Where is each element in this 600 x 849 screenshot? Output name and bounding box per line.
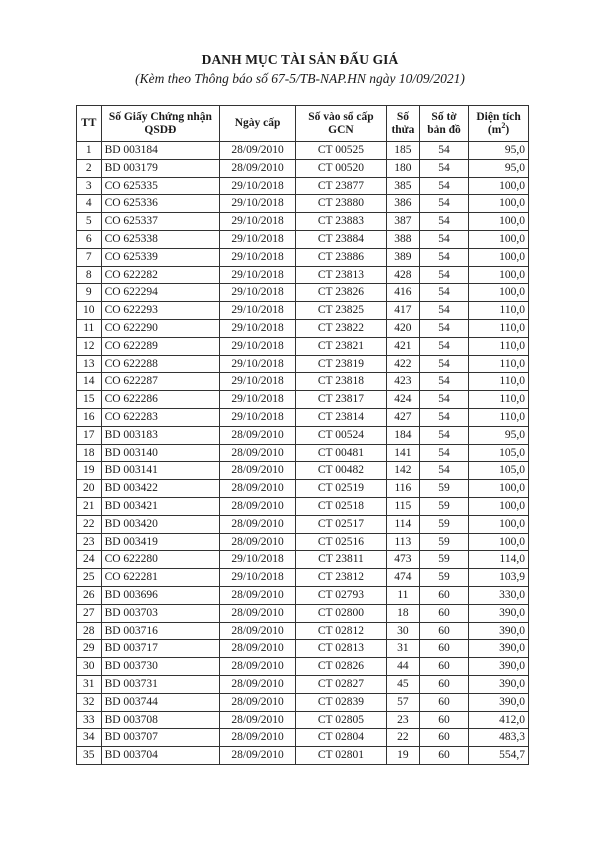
header-tt: TT: [77, 106, 102, 142]
cell-so-vao-so: CT 23822: [296, 319, 387, 337]
cell-ngay-cap: 29/10/2018: [220, 373, 296, 391]
cell-ngay-cap: 28/09/2010: [220, 515, 296, 533]
cell-so-giay: CO 625338: [101, 230, 220, 248]
cell-so-vao-so: CT 00520: [296, 159, 387, 177]
cell-so-giay: BD 003419: [101, 533, 220, 551]
header-so-to: Số tờ bản đồ: [419, 106, 468, 142]
table-row: [77, 747, 529, 765]
cell-tt: 2: [77, 159, 102, 177]
cell-so-to: 60: [419, 622, 468, 640]
cell-so-giay: BD 003420: [101, 515, 220, 533]
cell-so-vao-so: CT 02805: [296, 711, 387, 729]
cell-so-to: 54: [419, 337, 468, 355]
table-row: [77, 480, 529, 498]
cell-ngay-cap: 29/10/2018: [220, 569, 296, 587]
cell-dien-tich: 103,9: [469, 569, 529, 587]
cell-so-thua: 23: [386, 711, 419, 729]
cell-so-thua: 474: [386, 569, 419, 587]
cell-so-giay: BD 003731: [101, 675, 220, 693]
cell-ngay-cap: 29/10/2018: [220, 213, 296, 231]
header-so-thua: Số thửa: [386, 106, 419, 142]
header-dien-tich-unit-sup: 2: [501, 120, 506, 130]
cell-ngay-cap: 29/10/2018: [220, 408, 296, 426]
cell-tt: 18: [77, 444, 102, 462]
table-row: [77, 302, 529, 320]
cell-dien-tich: 412,0: [469, 711, 529, 729]
cell-ngay-cap: 28/09/2010: [220, 675, 296, 693]
cell-so-to: 54: [419, 195, 468, 213]
table-row: [77, 640, 529, 658]
table-row: [77, 230, 529, 248]
table-row: [77, 284, 529, 302]
cell-ngay-cap: 28/09/2010: [220, 622, 296, 640]
header-so-giay: Số Giấy Chứng nhận QSDĐ: [101, 106, 220, 142]
table-row: [77, 319, 529, 337]
cell-dien-tich: 100,0: [469, 533, 529, 551]
cell-tt: 28: [77, 622, 102, 640]
cell-tt: 35: [77, 747, 102, 765]
cell-tt: 21: [77, 497, 102, 515]
cell-so-to: 60: [419, 693, 468, 711]
cell-so-thua: 416: [386, 284, 419, 302]
cell-so-giay: CO 625336: [101, 195, 220, 213]
cell-dien-tich: 100,0: [469, 515, 529, 533]
cell-tt: 6: [77, 230, 102, 248]
cell-so-vao-so: CT 23819: [296, 355, 387, 373]
cell-so-thua: 142: [386, 462, 419, 480]
cell-tt: 9: [77, 284, 102, 302]
cell-dien-tich: 105,0: [469, 444, 529, 462]
cell-so-to: 60: [419, 586, 468, 604]
cell-so-giay: CO 622283: [101, 408, 220, 426]
cell-so-vao-so: CT 02801: [296, 747, 387, 765]
cell-so-vao-so: CT 02827: [296, 675, 387, 693]
cell-so-vao-so: CT 23812: [296, 569, 387, 587]
cell-so-vao-so: CT 23886: [296, 248, 387, 266]
cell-ngay-cap: 28/09/2010: [220, 142, 296, 160]
cell-dien-tich: 554,7: [469, 747, 529, 765]
cell-so-thua: 420: [386, 319, 419, 337]
cell-tt: 32: [77, 693, 102, 711]
cell-so-giay: BD 003717: [101, 640, 220, 658]
cell-so-giay: BD 003184: [101, 142, 220, 160]
cell-so-giay: CO 622290: [101, 319, 220, 337]
cell-tt: 10: [77, 302, 102, 320]
cell-dien-tich: 390,0: [469, 693, 529, 711]
cell-so-thua: 114: [386, 515, 419, 533]
cell-so-vao-so: CT 02826: [296, 658, 387, 676]
cell-ngay-cap: 28/09/2010: [220, 729, 296, 747]
cell-so-vao-so: CT 02800: [296, 604, 387, 622]
cell-so-thua: 417: [386, 302, 419, 320]
table-row: [77, 586, 529, 604]
cell-tt: 3: [77, 177, 102, 195]
cell-so-thua: 30: [386, 622, 419, 640]
cell-so-vao-so: CT 00524: [296, 426, 387, 444]
cell-dien-tich: 110,0: [469, 319, 529, 337]
cell-so-thua: 389: [386, 248, 419, 266]
header-dien-tich-label: Diện tích: [476, 110, 521, 123]
cell-so-thua: 22: [386, 729, 419, 747]
cell-so-thua: 421: [386, 337, 419, 355]
cell-so-vao-so: CT 23884: [296, 230, 387, 248]
cell-so-vao-so: CT 23818: [296, 373, 387, 391]
cell-dien-tich: 390,0: [469, 622, 529, 640]
cell-so-giay: CO 622287: [101, 373, 220, 391]
cell-dien-tich: 100,0: [469, 230, 529, 248]
cell-so-giay: BD 003744: [101, 693, 220, 711]
cell-tt: 7: [77, 248, 102, 266]
cell-so-thua: 385: [386, 177, 419, 195]
cell-so-giay: CO 622282: [101, 266, 220, 284]
cell-so-to: 54: [419, 213, 468, 231]
cell-so-giay: BD 003140: [101, 444, 220, 462]
table-row: [77, 213, 529, 231]
header-dien-tich-unit: (m: [487, 123, 502, 136]
cell-tt: 24: [77, 551, 102, 569]
table-row: [77, 729, 529, 747]
cell-tt: 22: [77, 515, 102, 533]
cell-dien-tich: 483,3: [469, 729, 529, 747]
document-title: DANH MỤC TÀI SẢN ĐẤU GIÁ: [201, 52, 399, 67]
cell-dien-tich: 110,0: [469, 302, 529, 320]
cell-so-giay: BD 003703: [101, 604, 220, 622]
cell-so-to: 54: [419, 408, 468, 426]
asset-table: [76, 105, 529, 765]
cell-tt: 8: [77, 266, 102, 284]
cell-so-vao-so: CT 02793: [296, 586, 387, 604]
cell-so-giay: CO 625339: [101, 248, 220, 266]
table-row: [77, 426, 529, 444]
cell-ngay-cap: 28/09/2010: [220, 711, 296, 729]
cell-so-to: 59: [419, 497, 468, 515]
cell-dien-tich: 110,0: [469, 355, 529, 373]
cell-tt: 1: [77, 142, 102, 160]
cell-dien-tich: 330,0: [469, 586, 529, 604]
cell-dien-tich: 100,0: [469, 177, 529, 195]
cell-dien-tich: 100,0: [469, 284, 529, 302]
cell-so-to: 60: [419, 604, 468, 622]
table-row: [77, 462, 529, 480]
cell-dien-tich: 95,0: [469, 142, 529, 160]
cell-so-to: 54: [419, 230, 468, 248]
cell-so-to: 60: [419, 640, 468, 658]
cell-dien-tich: 100,0: [469, 266, 529, 284]
cell-tt: 27: [77, 604, 102, 622]
cell-dien-tich: 390,0: [469, 658, 529, 676]
cell-so-to: 54: [419, 355, 468, 373]
cell-so-to: 59: [419, 480, 468, 498]
table-row: [77, 408, 529, 426]
cell-so-giay: BD 003179: [101, 159, 220, 177]
cell-so-to: 54: [419, 266, 468, 284]
cell-ngay-cap: 28/09/2010: [220, 426, 296, 444]
cell-so-vao-so: CT 00482: [296, 462, 387, 480]
cell-so-giay: BD 003422: [101, 480, 220, 498]
table-row: [77, 248, 529, 266]
table-row: [77, 658, 529, 676]
cell-ngay-cap: 28/09/2010: [220, 658, 296, 676]
table-row: [77, 355, 529, 373]
table-row: [77, 444, 529, 462]
cell-so-giay: BD 003716: [101, 622, 220, 640]
cell-so-thua: 424: [386, 391, 419, 409]
cell-so-vao-so: CT 23883: [296, 213, 387, 231]
cell-ngay-cap: 29/10/2018: [220, 551, 296, 569]
cell-so-thua: 184: [386, 426, 419, 444]
cell-dien-tich: 390,0: [469, 675, 529, 693]
cell-so-thua: 115: [386, 497, 419, 515]
cell-so-giay: CO 622280: [101, 551, 220, 569]
cell-so-thua: 31: [386, 640, 419, 658]
cell-so-giay: BD 003708: [101, 711, 220, 729]
cell-so-giay: BD 003696: [101, 586, 220, 604]
cell-tt: 33: [77, 711, 102, 729]
cell-ngay-cap: 28/09/2010: [220, 480, 296, 498]
cell-so-giay: CO 625337: [101, 213, 220, 231]
cell-so-to: 59: [419, 551, 468, 569]
cell-so-giay: BD 003707: [101, 729, 220, 747]
cell-so-giay: BD 003141: [101, 462, 220, 480]
cell-so-vao-so: CT 23825: [296, 302, 387, 320]
cell-dien-tich: 100,0: [469, 248, 529, 266]
cell-tt: 19: [77, 462, 102, 480]
cell-dien-tich: 95,0: [469, 159, 529, 177]
cell-ngay-cap: 28/09/2010: [220, 586, 296, 604]
cell-so-giay: CO 622294: [101, 284, 220, 302]
cell-dien-tich: 95,0: [469, 426, 529, 444]
cell-so-vao-so: CT 23817: [296, 391, 387, 409]
cell-so-giay: CO 622281: [101, 569, 220, 587]
cell-so-giay: CO 625335: [101, 177, 220, 195]
cell-dien-tich: 100,0: [469, 195, 529, 213]
cell-tt: 30: [77, 658, 102, 676]
cell-so-to: 54: [419, 373, 468, 391]
cell-ngay-cap: 29/10/2018: [220, 230, 296, 248]
cell-ngay-cap: 28/09/2010: [220, 444, 296, 462]
table-row: [77, 622, 529, 640]
cell-so-thua: 473: [386, 551, 419, 569]
table-row: [77, 159, 529, 177]
cell-dien-tich: 110,0: [469, 373, 529, 391]
cell-so-to: 59: [419, 569, 468, 587]
cell-ngay-cap: 29/10/2018: [220, 195, 296, 213]
cell-dien-tich: 390,0: [469, 640, 529, 658]
cell-so-vao-so: CT 02518: [296, 497, 387, 515]
cell-so-thua: 388: [386, 230, 419, 248]
cell-so-vao-so: CT 02839: [296, 693, 387, 711]
cell-so-vao-so: CT 23877: [296, 177, 387, 195]
cell-tt: 16: [77, 408, 102, 426]
cell-ngay-cap: 29/10/2018: [220, 319, 296, 337]
cell-so-vao-so: CT 02812: [296, 622, 387, 640]
cell-so-to: 54: [419, 177, 468, 195]
table-row: [77, 604, 529, 622]
cell-so-to: 54: [419, 302, 468, 320]
cell-tt: 17: [77, 426, 102, 444]
cell-ngay-cap: 29/10/2018: [220, 266, 296, 284]
cell-so-vao-so: CT 00481: [296, 444, 387, 462]
cell-so-to: 54: [419, 462, 468, 480]
cell-so-giay: BD 003421: [101, 497, 220, 515]
cell-so-to: 54: [419, 426, 468, 444]
table-row: [77, 533, 529, 551]
cell-so-to: 54: [419, 284, 468, 302]
cell-so-vao-so: CT 02519: [296, 480, 387, 498]
cell-tt: 15: [77, 391, 102, 409]
table-row: [77, 266, 529, 284]
cell-so-thua: 423: [386, 373, 419, 391]
cell-ngay-cap: 29/10/2018: [220, 177, 296, 195]
cell-tt: 25: [77, 569, 102, 587]
cell-tt: 11: [77, 319, 102, 337]
cell-ngay-cap: 29/10/2018: [220, 248, 296, 266]
table-header-row: [77, 106, 529, 142]
table-row: [77, 373, 529, 391]
cell-dien-tich: 110,0: [469, 408, 529, 426]
cell-so-to: 54: [419, 142, 468, 160]
table-row: [77, 142, 529, 160]
cell-so-vao-so: CT 02813: [296, 640, 387, 658]
cell-so-thua: 386: [386, 195, 419, 213]
table-row: [77, 497, 529, 515]
table-row: [77, 569, 529, 587]
header-dien-tich: [469, 106, 529, 142]
table-row: [77, 551, 529, 569]
cell-so-giay: CO 622286: [101, 391, 220, 409]
cell-tt: 13: [77, 355, 102, 373]
cell-dien-tich: 100,0: [469, 497, 529, 515]
cell-so-to: 59: [419, 515, 468, 533]
header-dien-tich-unit-close: ): [505, 123, 510, 136]
cell-dien-tich: 100,0: [469, 213, 529, 231]
cell-so-giay: BD 003183: [101, 426, 220, 444]
cell-so-vao-so: CT 00525: [296, 142, 387, 160]
table-row: [77, 675, 529, 693]
cell-so-to: 54: [419, 159, 468, 177]
cell-ngay-cap: 28/09/2010: [220, 497, 296, 515]
cell-dien-tich: 105,0: [469, 462, 529, 480]
cell-tt: 12: [77, 337, 102, 355]
cell-so-thua: 422: [386, 355, 419, 373]
cell-so-to: 59: [419, 533, 468, 551]
cell-tt: 20: [77, 480, 102, 498]
cell-so-thua: 45: [386, 675, 419, 693]
table-row: [77, 515, 529, 533]
cell-so-thua: 57: [386, 693, 419, 711]
table-row: [77, 711, 529, 729]
cell-so-vao-so: CT 23811: [296, 551, 387, 569]
cell-so-thua: 18: [386, 604, 419, 622]
cell-so-to: 54: [419, 319, 468, 337]
cell-dien-tich: 100,0: [469, 480, 529, 498]
cell-so-giay: BD 003704: [101, 747, 220, 765]
table-body: [77, 142, 529, 765]
cell-ngay-cap: 29/10/2018: [220, 355, 296, 373]
cell-ngay-cap: 29/10/2018: [220, 391, 296, 409]
cell-so-to: 60: [419, 729, 468, 747]
cell-ngay-cap: 28/09/2010: [220, 604, 296, 622]
cell-ngay-cap: 29/10/2018: [220, 302, 296, 320]
cell-so-giay: CO 622289: [101, 337, 220, 355]
cell-tt: 5: [77, 213, 102, 231]
cell-so-thua: 387: [386, 213, 419, 231]
table-row: [77, 177, 529, 195]
cell-tt: 31: [77, 675, 102, 693]
cell-so-giay: CO 622288: [101, 355, 220, 373]
cell-so-thua: 116: [386, 480, 419, 498]
cell-ngay-cap: 29/10/2018: [220, 337, 296, 355]
cell-so-to: 60: [419, 675, 468, 693]
table-row: [77, 195, 529, 213]
cell-ngay-cap: 28/09/2010: [220, 462, 296, 480]
cell-so-to: 54: [419, 248, 468, 266]
cell-so-to: 60: [419, 658, 468, 676]
cell-so-vao-so: CT 02804: [296, 729, 387, 747]
cell-so-to: 60: [419, 711, 468, 729]
cell-so-to: 60: [419, 747, 468, 765]
cell-ngay-cap: 28/09/2010: [220, 747, 296, 765]
cell-ngay-cap: 28/09/2010: [220, 159, 296, 177]
cell-so-vao-so: CT 23814: [296, 408, 387, 426]
cell-ngay-cap: 28/09/2010: [220, 693, 296, 711]
cell-tt: 14: [77, 373, 102, 391]
cell-so-to: 54: [419, 391, 468, 409]
cell-tt: 4: [77, 195, 102, 213]
header-ngay-cap: Ngày cấp: [220, 106, 296, 142]
header-so-vao-so: Số vào sổ cấp GCN: [296, 106, 387, 142]
cell-so-thua: 11: [386, 586, 419, 604]
cell-so-thua: 427: [386, 408, 419, 426]
cell-tt: 29: [77, 640, 102, 658]
cell-ngay-cap: 28/09/2010: [220, 640, 296, 658]
cell-so-thua: 180: [386, 159, 419, 177]
table-row: [77, 337, 529, 355]
cell-dien-tich: 390,0: [469, 604, 529, 622]
cell-so-vao-so: CT 23813: [296, 266, 387, 284]
document-subtitle: (Kèm theo Thông báo số 67-5/TB-NAP.HN ngày 10/09/2021): [135, 71, 465, 86]
cell-so-vao-so: CT 23821: [296, 337, 387, 355]
cell-so-giay: CO 622293: [101, 302, 220, 320]
cell-so-thua: 185: [386, 142, 419, 160]
cell-so-giay: BD 003730: [101, 658, 220, 676]
table-row: [77, 693, 529, 711]
cell-so-thua: 141: [386, 444, 419, 462]
cell-so-thua: 428: [386, 266, 419, 284]
cell-tt: 34: [77, 729, 102, 747]
cell-so-thua: 19: [386, 747, 419, 765]
cell-ngay-cap: 28/09/2010: [220, 533, 296, 551]
cell-so-thua: 44: [386, 658, 419, 676]
cell-dien-tich: 110,0: [469, 391, 529, 409]
cell-tt: 23: [77, 533, 102, 551]
cell-so-vao-so: CT 02516: [296, 533, 387, 551]
cell-so-to: 54: [419, 444, 468, 462]
cell-so-thua: 113: [386, 533, 419, 551]
cell-tt: 26: [77, 586, 102, 604]
cell-ngay-cap: 29/10/2018: [220, 284, 296, 302]
cell-so-vao-so: CT 02517: [296, 515, 387, 533]
cell-so-vao-so: CT 23826: [296, 284, 387, 302]
cell-dien-tich: 114,0: [469, 551, 529, 569]
table-row: [77, 391, 529, 409]
cell-dien-tich: 110,0: [469, 337, 529, 355]
cell-so-vao-so: CT 23880: [296, 195, 387, 213]
